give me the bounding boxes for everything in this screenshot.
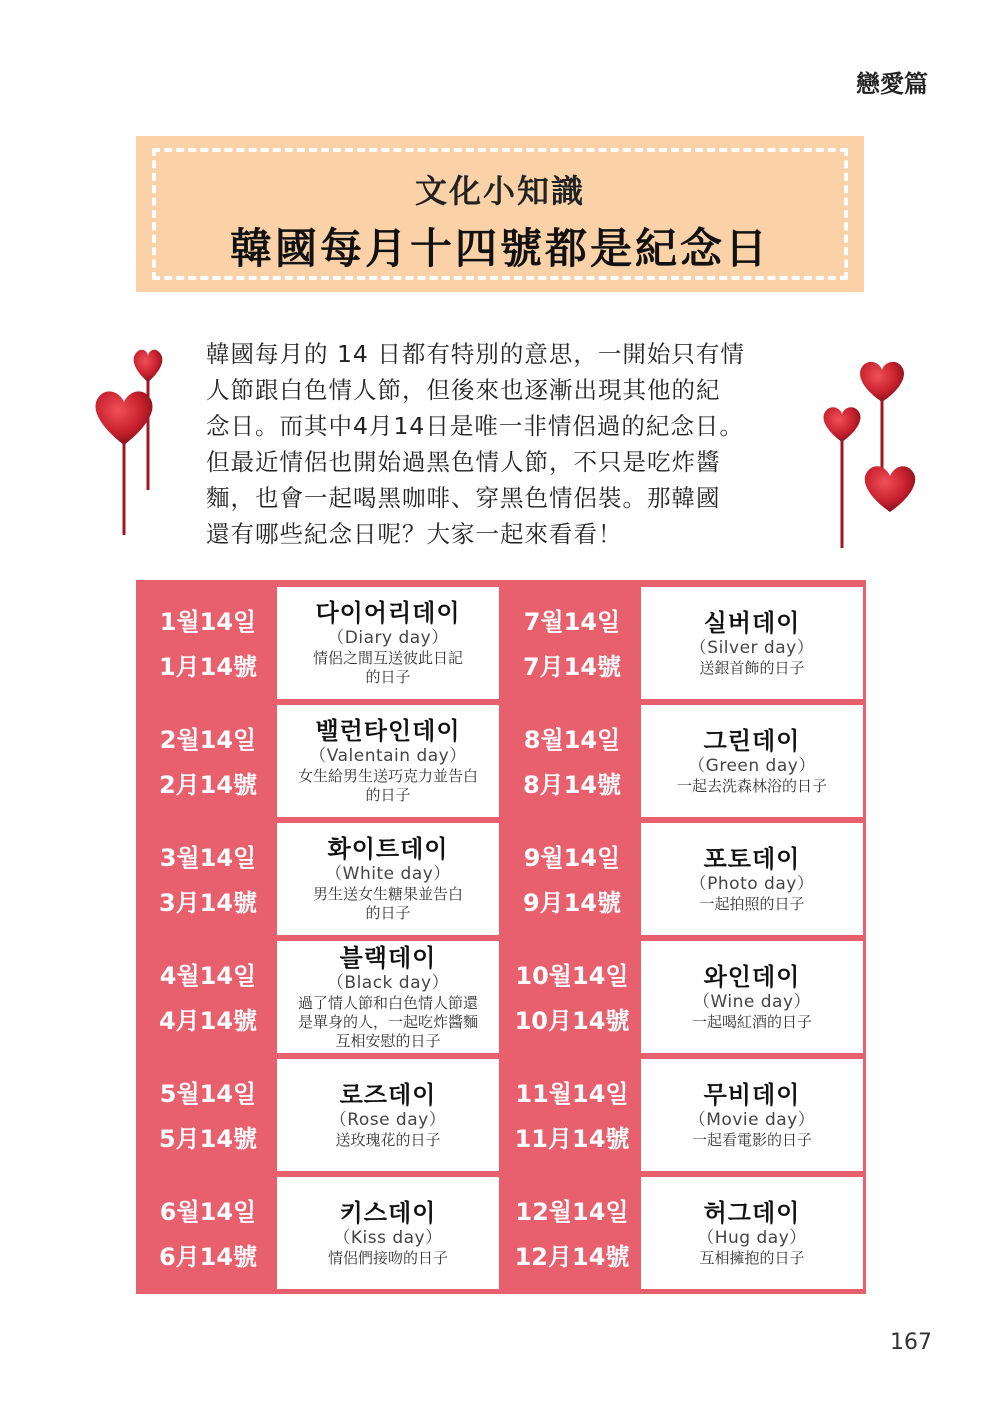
day-description: 過了情人節和白色情人節還 bbox=[297, 993, 478, 1012]
day-info-cell bbox=[641, 941, 863, 1053]
day-description: 一起看電影的日子 bbox=[691, 1130, 812, 1149]
date-korean: 12월14일 bbox=[515, 1198, 629, 1226]
banner-subtitle: 文化小知識 bbox=[414, 172, 585, 210]
anniversary-table bbox=[136, 580, 866, 1294]
date-korean: 11월14일 bbox=[515, 1080, 629, 1108]
day-description: 的日子 bbox=[365, 786, 411, 804]
date-chinese: 9月14號 bbox=[522, 889, 622, 917]
section-label: 戀愛篇 bbox=[856, 70, 928, 98]
intro-line: 但最近情侶也開始過黑色情人節，不只是吃炸醬 bbox=[206, 448, 721, 476]
day-name-korean: 와인데이 bbox=[703, 962, 801, 991]
table-row bbox=[139, 1173, 863, 1291]
date-cell bbox=[503, 701, 641, 819]
day-description: 的日子 bbox=[365, 668, 411, 686]
day-name-english: （Silver day） bbox=[689, 637, 815, 658]
date-chinese: 5月14號 bbox=[158, 1125, 258, 1153]
date-cell bbox=[503, 819, 641, 937]
day-info-cell bbox=[641, 1177, 863, 1289]
table-row bbox=[139, 583, 863, 701]
day-description: 是單身的人，一起吃炸醬麵 bbox=[297, 1012, 478, 1031]
day-name-english: （Photo day） bbox=[689, 873, 815, 894]
intro-line: 麵，也會一起喝黑咖啡、穿黑色情侶裝。那韓國 bbox=[206, 484, 721, 512]
day-name-korean: 화이트데이 bbox=[327, 835, 449, 863]
day-name-korean: 포토데이 bbox=[703, 844, 801, 873]
page-number: 167 bbox=[890, 1330, 932, 1355]
day-name-korean: 다이어리데이 bbox=[315, 599, 461, 627]
table-row bbox=[139, 701, 863, 819]
heart-icon bbox=[860, 362, 904, 402]
date-korean: 9월14일 bbox=[523, 844, 621, 872]
day-name-korean: 허그데이 bbox=[703, 1198, 801, 1227]
day-name-english: （Kiss day） bbox=[333, 1227, 443, 1248]
day-name-korean: 로즈데이 bbox=[339, 1080, 437, 1109]
right-hearts-decoration bbox=[812, 350, 932, 550]
day-info-cell bbox=[641, 705, 863, 817]
day-description: 一起去洗森林浴的日子 bbox=[676, 776, 827, 795]
date-korean: 5월14일 bbox=[159, 1080, 257, 1108]
date-chinese: 7月14號 bbox=[522, 653, 622, 681]
date-cell bbox=[503, 1173, 641, 1291]
table-row bbox=[139, 1055, 863, 1173]
date-korean: 2월14일 bbox=[159, 726, 257, 754]
day-info-cell bbox=[641, 587, 863, 699]
day-name-english: （Wine day） bbox=[692, 991, 812, 1012]
day-description: 互相擁抱的日子 bbox=[699, 1248, 805, 1267]
heart-icon bbox=[134, 350, 163, 382]
date-cell bbox=[503, 583, 641, 701]
date-chinese: 6月14號 bbox=[158, 1243, 258, 1271]
date-chinese: 10月14號 bbox=[514, 1007, 630, 1035]
day-description: 女生給男生送巧克力並告白 bbox=[297, 767, 478, 785]
intro-paragraph bbox=[206, 336, 792, 552]
day-description: 的日子 bbox=[365, 904, 411, 922]
day-description: 情侶之間互送彼此日記 bbox=[312, 649, 463, 667]
intro-line: 念日。而其中4月14日是唯一非情侶過的紀念日。 bbox=[206, 412, 744, 440]
day-name-english: （Rose day） bbox=[329, 1109, 447, 1130]
date-chinese: 1月14號 bbox=[158, 653, 258, 681]
table-row bbox=[139, 937, 863, 1055]
heart-icon bbox=[96, 391, 153, 445]
date-cell bbox=[503, 937, 641, 1055]
day-name-english: （Hug day） bbox=[697, 1227, 807, 1248]
date-chinese: 12月14號 bbox=[514, 1243, 630, 1271]
date-korean: 6월14일 bbox=[159, 1198, 257, 1226]
banner-title: 韓國每月十四號都是紀念日 bbox=[229, 224, 770, 273]
day-description: 一起拍照的日子 bbox=[699, 894, 805, 913]
day-name-english: （Valentain day） bbox=[309, 746, 467, 766]
date-chinese: 2月14號 bbox=[158, 771, 258, 799]
date-korean: 1월14일 bbox=[159, 608, 257, 636]
intro-line: 韓國每月的 14 日都有特別的意思，一開始只有情 bbox=[206, 340, 745, 368]
intro-line: 人節跟白色情人節，但後來也逐漸出現其他的紀 bbox=[206, 376, 721, 404]
heart-icon bbox=[824, 407, 861, 442]
date-chinese: 4月14號 bbox=[158, 1007, 258, 1035]
title-banner bbox=[136, 136, 864, 292]
day-name-korean: 그린데이 bbox=[703, 726, 801, 755]
day-name-english: （Black day） bbox=[326, 972, 450, 993]
day-info-cell bbox=[641, 1059, 863, 1171]
date-chinese: 11月14號 bbox=[514, 1125, 630, 1153]
date-korean: 10월14일 bbox=[515, 962, 629, 990]
day-name-korean: 밸런타인데이 bbox=[315, 717, 461, 745]
day-name-english: （Diary day） bbox=[327, 628, 449, 648]
day-description: 送銀首飾的日子 bbox=[699, 658, 805, 677]
day-description: 一起喝紅酒的日子 bbox=[691, 1012, 812, 1031]
date-korean: 8월14일 bbox=[523, 726, 621, 754]
left-hearts-decoration bbox=[86, 340, 176, 540]
day-description: 男生送女生糖果並告白 bbox=[312, 885, 463, 903]
table-row bbox=[139, 819, 863, 937]
day-name-korean: 블랙데이 bbox=[339, 943, 437, 972]
day-name-korean: 키스데이 bbox=[339, 1198, 437, 1227]
day-name-korean: 실버데이 bbox=[703, 608, 801, 637]
date-chinese: 3月14號 bbox=[158, 889, 258, 917]
date-cell bbox=[503, 1055, 641, 1173]
date-korean: 4월14일 bbox=[159, 962, 257, 990]
day-name-korean: 무비데이 bbox=[703, 1080, 801, 1109]
date-korean: 3월14일 bbox=[159, 844, 257, 872]
date-korean: 7월14일 bbox=[523, 608, 621, 636]
heart-icon bbox=[865, 466, 915, 512]
day-name-english: （Movie day） bbox=[688, 1109, 816, 1130]
intro-line: 還有哪些紀念日呢？大家一起來看看！ bbox=[206, 520, 623, 548]
day-info-cell bbox=[641, 823, 863, 935]
day-name-english: （Green day） bbox=[688, 755, 816, 776]
day-description: 互相安慰的日子 bbox=[335, 1031, 441, 1050]
day-description: 情侶們接吻的日子 bbox=[327, 1248, 448, 1267]
day-description: 送玫瑰花的日子 bbox=[335, 1130, 441, 1149]
date-chinese: 8月14號 bbox=[522, 771, 622, 799]
day-name-english: （White day） bbox=[325, 864, 451, 884]
